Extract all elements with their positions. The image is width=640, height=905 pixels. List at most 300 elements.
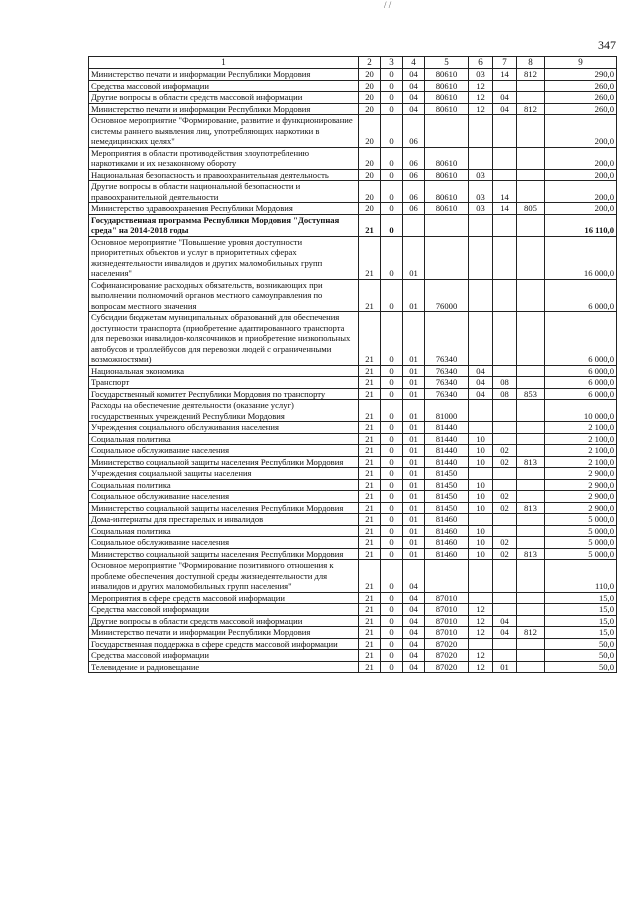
code-cell [493,312,517,366]
code-cell: 81460 [425,514,469,526]
code-cell [425,560,469,593]
code-cell: 01 [403,491,425,503]
code-cell [469,514,493,526]
code-cell: 20 [359,69,381,81]
code-cell: 21 [359,537,381,549]
code-cell: 20 [359,103,381,115]
code-cell: 0 [381,69,403,81]
row-name-cell: Государственная поддержка в сфере средств массовой информации [89,638,359,650]
amount-cell: 6 000,0 [545,312,617,366]
code-cell: 0 [381,537,403,549]
code-cell: 21 [359,312,381,366]
row-name-cell: Учреждения социального обслуживания населения [89,422,359,434]
code-cell: 0 [381,312,403,366]
code-cell: 0 [381,548,403,560]
code-cell [517,638,545,650]
row-name-cell: Министерство печати и информации Республики Мордовия [89,103,359,115]
code-cell: 813 [517,502,545,514]
code-cell: 76340 [425,365,469,377]
code-cell: 12 [469,650,493,662]
table-row [89,502,617,514]
row-name-cell: Мероприятия в сфере средств массовой информации [89,592,359,604]
code-cell [517,422,545,434]
code-cell: 21 [359,433,381,445]
table-row [89,115,617,148]
code-cell: 20 [359,115,381,148]
code-cell: 21 [359,365,381,377]
code-cell: 04 [403,560,425,593]
code-cell [517,433,545,445]
code-cell: 04 [403,650,425,662]
code-cell [469,560,493,593]
code-cell: 04 [403,638,425,650]
code-cell: 10 [469,491,493,503]
code-cell: 01 [403,236,425,279]
code-cell: 21 [359,377,381,389]
code-cell [493,365,517,377]
code-cell: 0 [381,377,403,389]
code-cell [469,400,493,422]
code-cell: 12 [469,661,493,673]
table-row [89,615,617,627]
code-cell: 813 [517,456,545,468]
row-name-cell: Другие вопросы в области средств массовой информации [89,615,359,627]
code-cell: 21 [359,236,381,279]
table-row [89,92,617,104]
code-cell: 21 [359,422,381,434]
code-cell: 01 [403,502,425,514]
code-cell: 21 [359,525,381,537]
code-cell [517,479,545,491]
amount-cell: 110,0 [545,560,617,593]
code-cell [517,80,545,92]
code-cell: 04 [469,388,493,400]
row-name-cell: Учреждения социальной защиты населения [89,468,359,480]
code-cell: 81440 [425,422,469,434]
code-cell: 21 [359,661,381,673]
code-cell: 20 [359,169,381,181]
code-cell: 81460 [425,537,469,549]
code-cell: 0 [381,236,403,279]
code-cell [469,279,493,312]
amount-cell: 6 000,0 [545,388,617,400]
row-name-cell: Министерство печати и информации Республики Мордовия [89,69,359,81]
table-row [89,560,617,593]
code-cell [493,279,517,312]
row-name-cell: Основное мероприятие "Повышение уровня доступности приоритетных объектов и услуг в приоритетных сферах жизнедеятельности инвалидов и других маломобильных групп населения" [89,236,359,279]
code-cell: 04 [493,103,517,115]
code-cell: 0 [381,650,403,662]
code-cell [517,514,545,526]
code-cell: 01 [403,422,425,434]
code-cell: 04 [403,69,425,81]
code-cell [493,147,517,169]
code-cell: 0 [381,115,403,148]
row-name-cell: Министерство здравоохранения Республики Мордовия [89,203,359,215]
code-cell: 21 [359,388,381,400]
code-cell: 0 [381,422,403,434]
code-cell [517,236,545,279]
code-cell: 10 [469,502,493,514]
code-cell: 812 [517,627,545,639]
code-cell [493,236,517,279]
code-cell: 0 [381,525,403,537]
code-cell [517,560,545,593]
code-cell: 01 [403,537,425,549]
code-cell: 76340 [425,377,469,389]
code-cell: 04 [493,627,517,639]
code-cell: 02 [493,456,517,468]
code-cell: 21 [359,615,381,627]
code-cell: 76340 [425,312,469,366]
code-cell: 0 [381,279,403,312]
code-cell: 81440 [425,456,469,468]
code-cell [493,115,517,148]
code-cell: 76000 [425,279,469,312]
amount-cell: 2 100,0 [545,422,617,434]
code-cell: 10 [469,525,493,537]
code-cell: 21 [359,479,381,491]
code-cell: 06 [403,169,425,181]
code-cell: 21 [359,604,381,616]
column-header: 2 [359,57,381,69]
row-name-cell: Министерство печати и информации Республики Мордовия [89,627,359,639]
code-cell: 20 [359,80,381,92]
code-cell: 04 [403,103,425,115]
table-row [89,456,617,468]
code-cell: 01 [403,468,425,480]
code-cell: 80610 [425,92,469,104]
table-row [89,169,617,181]
code-cell: 10 [469,445,493,457]
column-header: 3 [381,57,403,69]
table-row [89,592,617,604]
column-header: 8 [517,57,545,69]
amount-cell: 2 100,0 [545,433,617,445]
code-cell: 21 [359,514,381,526]
code-cell: 21 [359,638,381,650]
row-name-cell: Социальное обслуживание населения [89,445,359,457]
code-cell [493,214,517,236]
code-cell [517,525,545,537]
table-row [89,468,617,480]
table-row [89,279,617,312]
code-cell: 03 [469,181,493,203]
code-cell: 14 [493,203,517,215]
amount-cell: 2 100,0 [545,456,617,468]
row-name-cell: Министерство социальной защиты населения Республики Мордовия [89,502,359,514]
amount-cell: 260,0 [545,80,617,92]
table-row [89,514,617,526]
row-name-cell: Основное мероприятие "Формирование позитивного отношения к проблеме обеспечения доступной среды жизнедеятельности для инвалидов и других маломобильных групп населения" [89,560,359,593]
code-cell [469,638,493,650]
budget-table [88,56,617,673]
code-cell: 01 [403,525,425,537]
code-cell: 87020 [425,650,469,662]
amount-cell: 6 000,0 [545,279,617,312]
code-cell [493,604,517,616]
code-cell: 87010 [425,592,469,604]
amount-cell: 200,0 [545,203,617,215]
amount-cell: 2 900,0 [545,468,617,480]
row-name-cell: Транспорт [89,377,359,389]
column-header: 4 [403,57,425,69]
table-row [89,388,617,400]
code-cell: 80610 [425,181,469,203]
amount-cell: 260,0 [545,92,617,104]
table-row [89,80,617,92]
code-cell [469,147,493,169]
amount-cell: 200,0 [545,169,617,181]
code-cell [469,115,493,148]
amount-cell: 10 000,0 [545,400,617,422]
amount-cell: 2 900,0 [545,502,617,514]
code-cell: 21 [359,650,381,662]
row-name-cell: Средства массовой информации [89,80,359,92]
code-cell [469,422,493,434]
code-cell: 01 [403,456,425,468]
code-cell [469,468,493,480]
code-cell: 20 [359,147,381,169]
row-name-cell: Социальное обслуживание населения [89,491,359,503]
code-cell: 81450 [425,479,469,491]
amount-cell: 16 110,0 [545,214,617,236]
code-cell: 01 [403,312,425,366]
code-cell: 20 [359,203,381,215]
code-cell: 21 [359,592,381,604]
table-row [89,69,617,81]
column-header: 9 [545,57,617,69]
table-row [89,203,617,215]
code-cell: 06 [403,115,425,148]
code-cell: 87020 [425,661,469,673]
code-cell: 04 [493,615,517,627]
row-name-cell: Министерство социальной защиты населения Республики Мордовия [89,456,359,468]
row-name-cell: Социальная политика [89,525,359,537]
table-row [89,312,617,366]
column-header: 7 [493,57,517,69]
code-cell [517,400,545,422]
row-name-cell: Министерство социальной защиты населения Республики Мордовия [89,548,359,560]
code-cell: 81440 [425,433,469,445]
code-cell: 01 [403,279,425,312]
code-cell: 21 [359,502,381,514]
code-cell [425,214,469,236]
code-cell: 21 [359,214,381,236]
code-cell: 12 [469,615,493,627]
code-cell: 21 [359,456,381,468]
amount-cell: 50,0 [545,650,617,662]
amount-cell: 200,0 [545,181,617,203]
code-cell: 01 [403,400,425,422]
code-cell: 12 [469,627,493,639]
code-cell: 80610 [425,147,469,169]
row-name-cell: Основное мероприятие "Формирование, развитие и функционирование системы раннего выявления лиц, употребляющих наркотики в немедицинских целях" [89,115,359,148]
table-row [89,377,617,389]
code-cell: 0 [381,638,403,650]
table-row [89,479,617,491]
amount-cell: 5 000,0 [545,537,617,549]
code-cell: 0 [381,203,403,215]
code-cell [517,537,545,549]
row-name-cell: Государственная программа Республики Мордовия "Доступная среда" на 2014-2018 годы [89,214,359,236]
code-cell: 10 [469,433,493,445]
code-cell [493,479,517,491]
table-row [89,147,617,169]
code-cell [517,365,545,377]
code-cell: 12 [469,92,493,104]
amount-cell: 15,0 [545,592,617,604]
code-cell [517,115,545,148]
code-cell: 0 [381,92,403,104]
amount-cell: 260,0 [545,103,617,115]
amount-cell: 15,0 [545,615,617,627]
amount-cell: 15,0 [545,604,617,616]
code-cell [493,650,517,662]
code-cell [469,214,493,236]
code-cell [493,169,517,181]
amount-cell: 16 000,0 [545,236,617,279]
code-cell: 805 [517,203,545,215]
code-cell: 21 [359,627,381,639]
code-cell: 01 [403,388,425,400]
code-cell [493,422,517,434]
page-number: 347 [598,38,616,52]
table-row [89,491,617,503]
code-cell: 06 [403,203,425,215]
code-cell: 20 [359,181,381,203]
amount-cell: 6 000,0 [545,365,617,377]
code-cell: 0 [381,502,403,514]
code-cell: 0 [381,400,403,422]
table-row [89,433,617,445]
row-name-cell: Субсидии бюджетам муниципальных образований для обеспечения доступности транспорта (приобретение адаптированного транспорта для перевозки инвалидов-колясочников и приобретение низкопольных автобусов и троллейбусов для перевозки людей с ограниченными возможностями) [89,312,359,366]
code-cell: 21 [359,279,381,312]
table-row [89,445,617,457]
code-cell: 10 [469,548,493,560]
code-cell: 0 [381,169,403,181]
code-cell: 14 [493,69,517,81]
table-body [89,69,617,673]
code-cell [493,468,517,480]
code-cell: 21 [359,560,381,593]
code-cell: 87010 [425,615,469,627]
column-header: 5 [425,57,469,69]
code-cell: 80610 [425,80,469,92]
code-cell: 01 [403,365,425,377]
code-cell [493,592,517,604]
row-name-cell: Мероприятия в области противодействия злоупотреблению наркотиками и их незаконному обороту [89,147,359,169]
code-cell: 04 [403,615,425,627]
row-name-cell: Средства массовой информации [89,604,359,616]
code-cell: 87010 [425,604,469,616]
code-cell: 04 [403,627,425,639]
code-cell: 0 [381,181,403,203]
code-cell: 0 [381,592,403,604]
code-cell [517,468,545,480]
code-cell: 80610 [425,203,469,215]
code-cell: 02 [493,502,517,514]
code-cell: 03 [469,69,493,81]
code-cell: 81450 [425,502,469,514]
code-cell [517,147,545,169]
code-cell [425,236,469,279]
code-cell [403,214,425,236]
code-cell: 0 [381,604,403,616]
table-row [89,650,617,662]
table-row [89,400,617,422]
code-cell: 81460 [425,548,469,560]
code-cell: 01 [403,548,425,560]
code-cell [517,604,545,616]
code-cell: 0 [381,661,403,673]
code-cell: 21 [359,548,381,560]
code-cell: 01 [403,433,425,445]
table-row [89,236,617,279]
code-cell: 0 [381,456,403,468]
code-cell: 812 [517,103,545,115]
code-cell [517,181,545,203]
code-cell: 0 [381,627,403,639]
code-cell: 81460 [425,525,469,537]
code-cell [493,560,517,593]
code-cell [517,491,545,503]
code-cell: 01 [403,445,425,457]
code-cell: 21 [359,400,381,422]
code-cell: 01 [403,479,425,491]
code-cell: 01 [403,377,425,389]
amount-cell: 5 000,0 [545,525,617,537]
code-cell: 80610 [425,103,469,115]
table-row [89,103,617,115]
code-cell: 0 [381,560,403,593]
code-cell: 02 [493,445,517,457]
code-cell: 01 [493,661,517,673]
code-cell: 813 [517,548,545,560]
amount-cell: 50,0 [545,661,617,673]
row-name-cell: Государственный комитет Республики Мордовия по транспорту [89,388,359,400]
code-cell: 0 [381,615,403,627]
table-row [89,638,617,650]
code-cell [517,169,545,181]
row-name-cell: Социальная политика [89,479,359,491]
code-cell [517,445,545,457]
code-cell: 81450 [425,491,469,503]
code-cell: 81440 [425,445,469,457]
code-cell: 21 [359,468,381,480]
code-cell: 10 [469,479,493,491]
code-cell: 02 [493,548,517,560]
code-cell: 0 [381,147,403,169]
code-cell: 853 [517,388,545,400]
code-cell: 0 [381,214,403,236]
code-cell: 81000 [425,400,469,422]
top-mark: / / [384,0,392,10]
code-cell: 10 [469,537,493,549]
amount-cell: 5 000,0 [545,548,617,560]
code-cell: 80610 [425,69,469,81]
amount-cell: 15,0 [545,627,617,639]
column-header: 6 [469,57,493,69]
table-row [89,604,617,616]
amount-cell: 200,0 [545,147,617,169]
amount-cell: 200,0 [545,115,617,148]
amount-cell: 2 900,0 [545,491,617,503]
row-name-cell: Другие вопросы в области средств массовой информации [89,92,359,104]
table-row [89,661,617,673]
row-name-cell: Национальная безопасность и правоохранительная деятельность [89,169,359,181]
code-cell: 0 [381,514,403,526]
